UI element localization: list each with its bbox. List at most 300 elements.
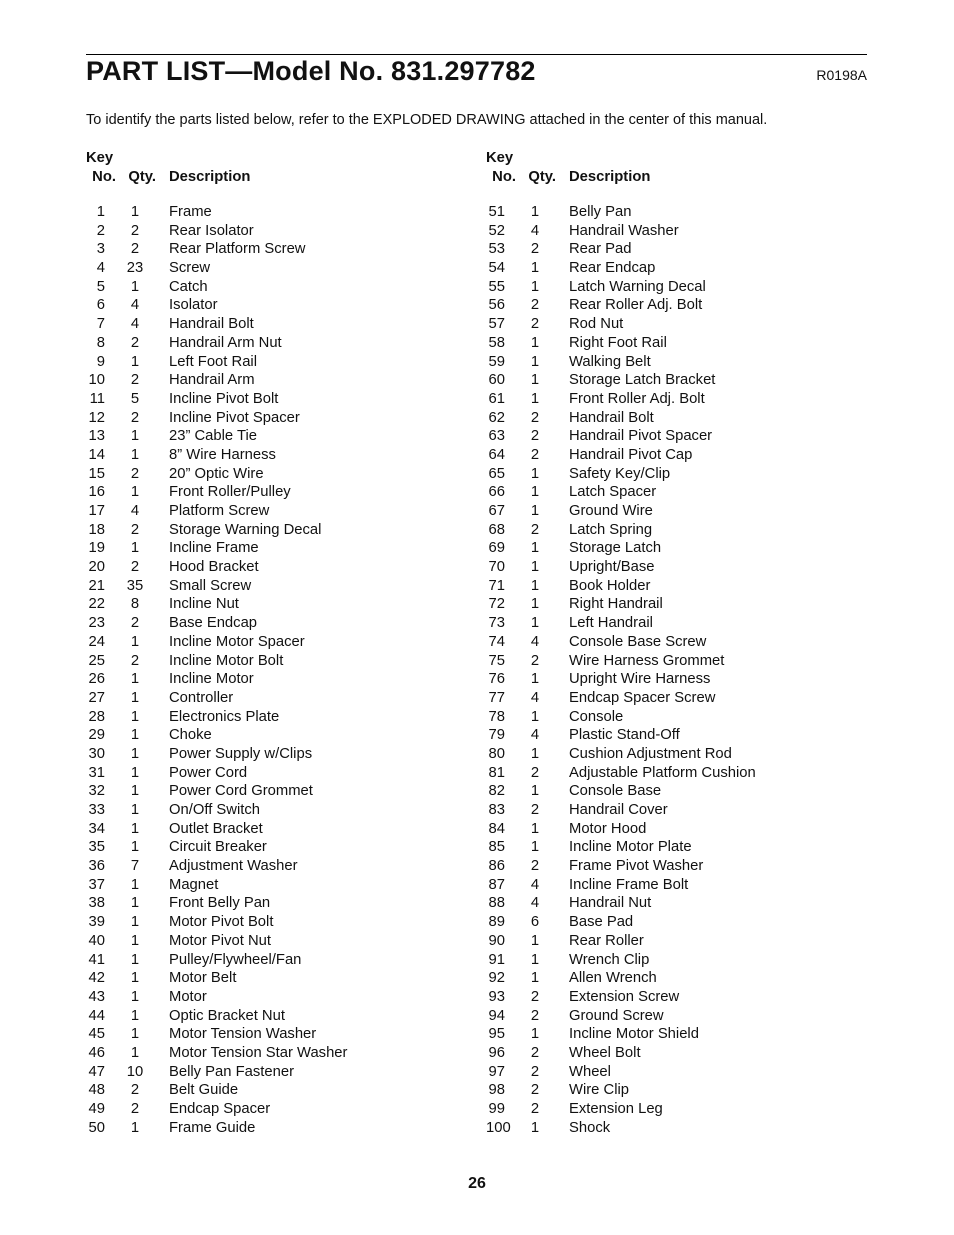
- part-number: 17: [88, 503, 105, 519]
- part-row: [486, 222, 866, 241]
- part-number: 21: [88, 577, 105, 594]
- part-row: [86, 483, 466, 502]
- part-description: Plastic Stand-Off: [569, 727, 680, 744]
- part-description: Shock: [569, 1119, 611, 1136]
- part-row: [86, 465, 466, 484]
- part-qty: 2: [130, 559, 140, 576]
- part-number: 51: [488, 204, 505, 220]
- part-row: [486, 876, 866, 895]
- part-number: 22: [88, 596, 105, 613]
- part-qty: 1: [130, 633, 140, 650]
- part-row: [486, 782, 866, 801]
- part-description: Outlet Bracket: [169, 820, 263, 837]
- part-row: [486, 577, 866, 596]
- part-row: [486, 521, 866, 540]
- part-row: [86, 782, 466, 801]
- part-row: [486, 446, 866, 465]
- part-qty: 2: [130, 409, 140, 426]
- part-qty: 8: [130, 596, 140, 613]
- part-number: 65: [488, 465, 505, 482]
- part-row: [86, 1025, 466, 1044]
- part-number: 56: [488, 297, 505, 314]
- part-qty: 2: [130, 222, 140, 239]
- part-qty: 2: [530, 1101, 540, 1117]
- part-qty: 1: [530, 577, 540, 594]
- part-qty: 1: [530, 839, 540, 856]
- part-row: [486, 951, 866, 970]
- part-qty: 4: [530, 727, 540, 744]
- part-row: [86, 857, 466, 876]
- part-qty: 2: [130, 372, 140, 389]
- part-description: Rear Roller Adj. Bolt: [569, 297, 703, 314]
- part-qty: 1: [530, 390, 540, 407]
- part-number: 12: [88, 409, 105, 426]
- key-header: Key: [86, 150, 114, 166]
- column-headers: [86, 167, 466, 187]
- part-row: [486, 838, 866, 857]
- part-description: Motor Belt: [169, 970, 237, 987]
- part-qty: 1: [130, 895, 140, 912]
- part-description: Handrail Nut: [569, 895, 652, 912]
- part-number: 6: [96, 297, 105, 314]
- part-number: 58: [488, 334, 505, 351]
- part-description: Hood Bracket: [169, 559, 259, 576]
- part-qty: 4: [530, 222, 540, 239]
- part-number: 86: [488, 858, 505, 875]
- part-qty: 4: [130, 297, 140, 314]
- part-row: [86, 726, 466, 745]
- part-row: [86, 801, 466, 820]
- part-number: 94: [488, 1007, 505, 1024]
- part-qty: 2: [530, 1063, 540, 1080]
- part-qty: 4: [530, 633, 540, 650]
- part-row: [86, 334, 466, 353]
- part-description: Motor Tension Star Washer: [169, 1044, 348, 1061]
- part-row: [86, 521, 466, 540]
- part-number: 63: [488, 428, 505, 445]
- part-row: [486, 334, 866, 353]
- part-row: [486, 969, 866, 988]
- part-description: Power Cord Grommet: [169, 783, 313, 800]
- part-row: [486, 595, 866, 614]
- part-description: Platform Screw: [169, 503, 270, 519]
- part-qty: 1: [130, 671, 140, 688]
- part-row: [486, 1119, 866, 1138]
- part-description: Rod Nut: [569, 316, 624, 333]
- part-number: 95: [488, 1026, 505, 1043]
- part-description: Magnet: [169, 876, 219, 893]
- part-number: 61: [488, 390, 505, 407]
- parts-column-right: [486, 149, 866, 1137]
- part-number: 64: [488, 446, 505, 463]
- part-qty: 1: [530, 1026, 540, 1043]
- part-qty: 1: [530, 1119, 540, 1136]
- part-number: 44: [88, 1007, 105, 1024]
- part-qty: 1: [130, 951, 140, 968]
- part-description: Isolator: [169, 297, 218, 314]
- description-header: Description: [169, 169, 251, 185]
- part-number: 69: [488, 540, 505, 557]
- part-qty: 4: [530, 689, 540, 706]
- part-description: Handrail Arm Nut: [169, 334, 282, 351]
- part-number: 91: [488, 951, 505, 968]
- part-description: Motor: [169, 988, 207, 1005]
- part-number: 82: [488, 783, 505, 800]
- part-number: 10: [88, 372, 105, 389]
- part-description: Belly Pan: [569, 204, 632, 220]
- part-description: Motor Pivot Nut: [169, 932, 271, 949]
- part-row: [486, 259, 866, 278]
- part-row: [486, 1081, 866, 1100]
- part-row: [86, 670, 466, 689]
- part-description: Screw: [169, 260, 211, 277]
- part-description: Left Handrail: [569, 615, 653, 632]
- part-number: 87: [488, 876, 505, 893]
- part-qty: 1: [130, 708, 140, 725]
- part-row: [486, 409, 866, 428]
- part-qty: 1: [130, 204, 140, 220]
- part-number: 13: [88, 428, 105, 445]
- part-number: 15: [88, 465, 105, 482]
- part-row: [486, 614, 866, 633]
- part-qty: 1: [130, 876, 140, 893]
- part-row: [486, 633, 866, 652]
- part-number: 3: [96, 241, 105, 258]
- part-row: [86, 932, 466, 951]
- part-row: [486, 1044, 866, 1063]
- part-qty: 1: [530, 278, 540, 295]
- part-description: Storage Latch Bracket: [569, 372, 716, 389]
- part-qty: 7: [130, 858, 140, 875]
- part-qty: 2: [530, 446, 540, 463]
- part-description: Ground Wire: [569, 503, 653, 519]
- part-row: [486, 913, 866, 932]
- part-description: Rear Isolator: [169, 222, 254, 239]
- part-qty: 2: [130, 241, 140, 258]
- part-description: Base Endcap: [169, 615, 258, 632]
- part-qty: 1: [130, 914, 140, 931]
- part-row: [86, 222, 466, 241]
- part-description: Incline Motor: [169, 671, 254, 688]
- part-row: [86, 969, 466, 988]
- part-description: Front Roller Adj. Bolt: [569, 390, 705, 407]
- part-row: [486, 708, 866, 727]
- part-description: Endcap Spacer Screw: [569, 689, 716, 706]
- part-number: 40: [88, 932, 105, 949]
- part-qty: 1: [130, 484, 140, 501]
- part-description: Frame Pivot Washer: [569, 858, 704, 875]
- part-qty: 1: [130, 820, 140, 837]
- part-description: Handrail Bolt: [169, 316, 254, 333]
- part-description: Incline Motor Plate: [569, 839, 692, 856]
- part-description: Handrail Cover: [569, 802, 668, 818]
- part-number: 43: [88, 988, 105, 1005]
- intro-text: To identify the parts listed below, refer to the EXPLODED DRAWING attached in the center of this manual.: [86, 112, 768, 128]
- key-header: Key: [486, 150, 514, 166]
- part-row: [86, 315, 466, 334]
- part-row: [86, 633, 466, 652]
- part-number: 96: [488, 1044, 505, 1061]
- part-number: 28: [88, 708, 105, 725]
- document-code: R0198A: [816, 67, 867, 83]
- part-qty: 2: [130, 615, 140, 632]
- part-number: 75: [488, 652, 505, 669]
- part-qty: 1: [530, 204, 540, 220]
- part-number: 55: [488, 278, 505, 295]
- part-number: 30: [88, 745, 105, 762]
- part-number: 14: [88, 446, 105, 463]
- part-row: [86, 652, 466, 671]
- part-qty: 2: [130, 521, 140, 538]
- part-qty: 2: [130, 652, 140, 669]
- part-description: Latch Spacer: [569, 484, 657, 501]
- part-qty: 2: [530, 521, 540, 538]
- part-number: 50: [88, 1119, 105, 1136]
- part-row: [86, 240, 466, 259]
- part-description: Incline Nut: [169, 596, 239, 613]
- part-qty: 10: [126, 1063, 144, 1080]
- part-description: Incline Frame: [169, 540, 259, 557]
- part-qty: 2: [530, 988, 540, 1005]
- part-row: [86, 1007, 466, 1026]
- page-number: 26: [468, 1175, 486, 1192]
- part-description: Incline Pivot Bolt: [169, 390, 279, 407]
- part-description: Belly Pan Fastener: [169, 1063, 295, 1080]
- part-qty: 1: [130, 802, 140, 818]
- part-row: [86, 539, 466, 558]
- part-number: 89: [488, 914, 505, 931]
- part-description: Front Belly Pan: [169, 895, 271, 912]
- part-qty: 1: [130, 1044, 140, 1061]
- part-row: [486, 689, 866, 708]
- part-description: Pulley/Flywheel/Fan: [169, 951, 302, 968]
- part-row: [486, 1025, 866, 1044]
- part-description: Console Base: [569, 783, 662, 800]
- part-description: Incline Motor Spacer: [169, 633, 305, 650]
- page-title: PART LIST—Model No. 831.297782: [86, 56, 536, 86]
- part-description: Frame Guide: [169, 1119, 256, 1136]
- part-qty: 1: [530, 503, 540, 519]
- part-qty: 2: [530, 802, 540, 818]
- part-qty: 2: [530, 1007, 540, 1024]
- part-description: Incline Frame Bolt: [569, 876, 689, 893]
- part-qty: 1: [530, 559, 540, 576]
- part-number: 48: [88, 1082, 105, 1099]
- part-number: 80: [488, 745, 505, 762]
- part-row: [486, 390, 866, 409]
- part-row: [86, 278, 466, 297]
- part-row: [86, 913, 466, 932]
- part-qty: 2: [530, 1044, 540, 1061]
- part-qty: 1: [130, 932, 140, 949]
- part-number: 85: [488, 839, 505, 856]
- column-headers: [486, 167, 866, 187]
- part-number: 19: [88, 540, 105, 557]
- part-qty: 1: [530, 540, 540, 557]
- part-qty: 1: [530, 334, 540, 351]
- part-number: 47: [88, 1063, 105, 1080]
- part-description: Left Foot Rail: [169, 353, 258, 370]
- part-description: Rear Pad: [569, 241, 632, 258]
- part-qty: 1: [130, 689, 140, 706]
- part-description: Motor Pivot Bolt: [169, 914, 274, 931]
- part-row: [486, 932, 866, 951]
- part-number: 74: [488, 633, 505, 650]
- part-description: Front Roller/Pulley: [169, 484, 291, 501]
- no-header: No.: [92, 169, 116, 185]
- part-number: 99: [488, 1101, 505, 1117]
- part-number: 92: [488, 970, 505, 987]
- part-qty: 1: [130, 988, 140, 1005]
- part-row: [86, 296, 466, 315]
- part-row: [486, 764, 866, 783]
- part-number: 77: [488, 689, 505, 706]
- part-description: Endcap Spacer: [169, 1101, 271, 1117]
- part-row: [86, 390, 466, 409]
- part-number: 11: [89, 390, 105, 407]
- part-number: 24: [88, 633, 105, 650]
- part-number: 7: [96, 316, 105, 333]
- part-row: [86, 595, 466, 614]
- part-description: On/Off Switch: [169, 802, 261, 818]
- part-qty: 2: [530, 297, 540, 314]
- part-qty: 1: [130, 446, 140, 463]
- part-row: [86, 577, 466, 596]
- part-number: 18: [88, 521, 105, 538]
- part-number: 36: [88, 858, 105, 875]
- part-number: 32: [88, 783, 105, 800]
- part-qty: 1: [130, 745, 140, 762]
- part-number: 78: [488, 708, 505, 725]
- part-number: 29: [88, 727, 105, 744]
- part-qty: 1: [130, 1026, 140, 1043]
- part-description: Rear Roller: [569, 932, 644, 949]
- part-row: [486, 278, 866, 297]
- part-description: Adjustable Platform Cushion: [569, 764, 756, 781]
- part-qty: 1: [530, 372, 540, 389]
- qty-header: Qty.: [528, 169, 556, 185]
- part-description: Wire Harness Grommet: [569, 652, 725, 669]
- part-row: [486, 1063, 866, 1082]
- part-description: 23” Cable Tie: [169, 428, 258, 445]
- part-number: 68: [488, 521, 505, 538]
- part-description: Base Pad: [569, 914, 634, 931]
- part-row: [486, 857, 866, 876]
- part-number: 54: [488, 260, 505, 277]
- part-description: Console Base Screw: [569, 633, 707, 650]
- part-description: Storage Warning Decal: [169, 521, 322, 538]
- part-description: 20” Optic Wire: [169, 465, 264, 482]
- part-description: Walking Belt: [569, 353, 651, 370]
- part-row: [486, 240, 866, 259]
- part-description: Incline Motor Bolt: [169, 652, 284, 669]
- part-row: [86, 708, 466, 727]
- part-row: [486, 988, 866, 1007]
- part-qty: 2: [530, 1082, 540, 1099]
- part-description: Motor Hood: [569, 820, 647, 837]
- part-row: [486, 652, 866, 671]
- part-row: [486, 670, 866, 689]
- part-qty: 2: [130, 1101, 140, 1117]
- part-number: 97: [488, 1063, 505, 1080]
- part-description: Handrail Pivot Spacer: [569, 428, 713, 445]
- part-row: [86, 894, 466, 913]
- part-row: [86, 820, 466, 839]
- part-qty: 2: [530, 428, 540, 445]
- part-description: Belt Guide: [169, 1082, 239, 1099]
- parts-list-left: [86, 203, 466, 1137]
- part-row: [486, 801, 866, 820]
- header-rule: [86, 54, 867, 55]
- part-row: [486, 465, 866, 484]
- part-row: [86, 1100, 466, 1119]
- part-row: [86, 951, 466, 970]
- part-qty: 2: [530, 764, 540, 781]
- part-qty: 1: [530, 353, 540, 370]
- part-number: 83: [488, 802, 505, 818]
- part-description: Upright/Base: [569, 559, 655, 576]
- part-number: 2: [96, 222, 105, 239]
- part-row: [86, 745, 466, 764]
- part-row: [86, 876, 466, 895]
- part-row: [486, 203, 866, 222]
- part-number: 60: [488, 372, 505, 389]
- part-row: [486, 502, 866, 521]
- part-row: [86, 259, 466, 278]
- part-number: 9: [96, 353, 105, 370]
- part-description: Wheel Bolt: [569, 1044, 641, 1061]
- part-qty: 1: [530, 484, 540, 501]
- part-qty: 1: [130, 1007, 140, 1024]
- part-row: [486, 1007, 866, 1026]
- part-number: 25: [88, 652, 105, 669]
- part-row: [86, 203, 466, 222]
- part-number: 88: [488, 895, 505, 912]
- part-number: 49: [88, 1101, 105, 1117]
- part-qty: 1: [530, 951, 540, 968]
- part-qty: 4: [130, 503, 140, 519]
- part-qty: 1: [530, 932, 540, 949]
- part-description: Choke: [169, 727, 212, 744]
- part-row: [86, 689, 466, 708]
- part-description: Wire Clip: [569, 1082, 630, 1099]
- part-qty: 1: [130, 839, 140, 856]
- part-description: Right Handrail: [569, 596, 663, 613]
- part-qty: 1: [530, 615, 540, 632]
- part-description: Book Holder: [569, 577, 651, 594]
- part-number: 59: [488, 353, 505, 370]
- part-number: 70: [488, 559, 505, 576]
- part-qty: 1: [130, 278, 140, 295]
- no-header: No.: [492, 169, 516, 185]
- part-description: Latch Spring: [569, 521, 653, 538]
- part-qty: 2: [530, 316, 540, 333]
- part-row: [86, 409, 466, 428]
- part-description: Incline Motor Shield: [569, 1026, 699, 1043]
- part-number: 67: [488, 503, 505, 519]
- part-number: 71: [488, 577, 505, 594]
- part-description: Allen Wrench: [569, 970, 657, 987]
- part-description: Small Screw: [169, 577, 252, 594]
- parts-list-right: [486, 203, 866, 1137]
- part-row: [86, 446, 466, 465]
- part-number: 37: [88, 876, 105, 893]
- part-qty: 4: [530, 876, 540, 893]
- part-number: 34: [88, 820, 105, 837]
- part-qty: 1: [130, 970, 140, 987]
- part-qty: 5: [130, 390, 140, 407]
- part-row: [486, 427, 866, 446]
